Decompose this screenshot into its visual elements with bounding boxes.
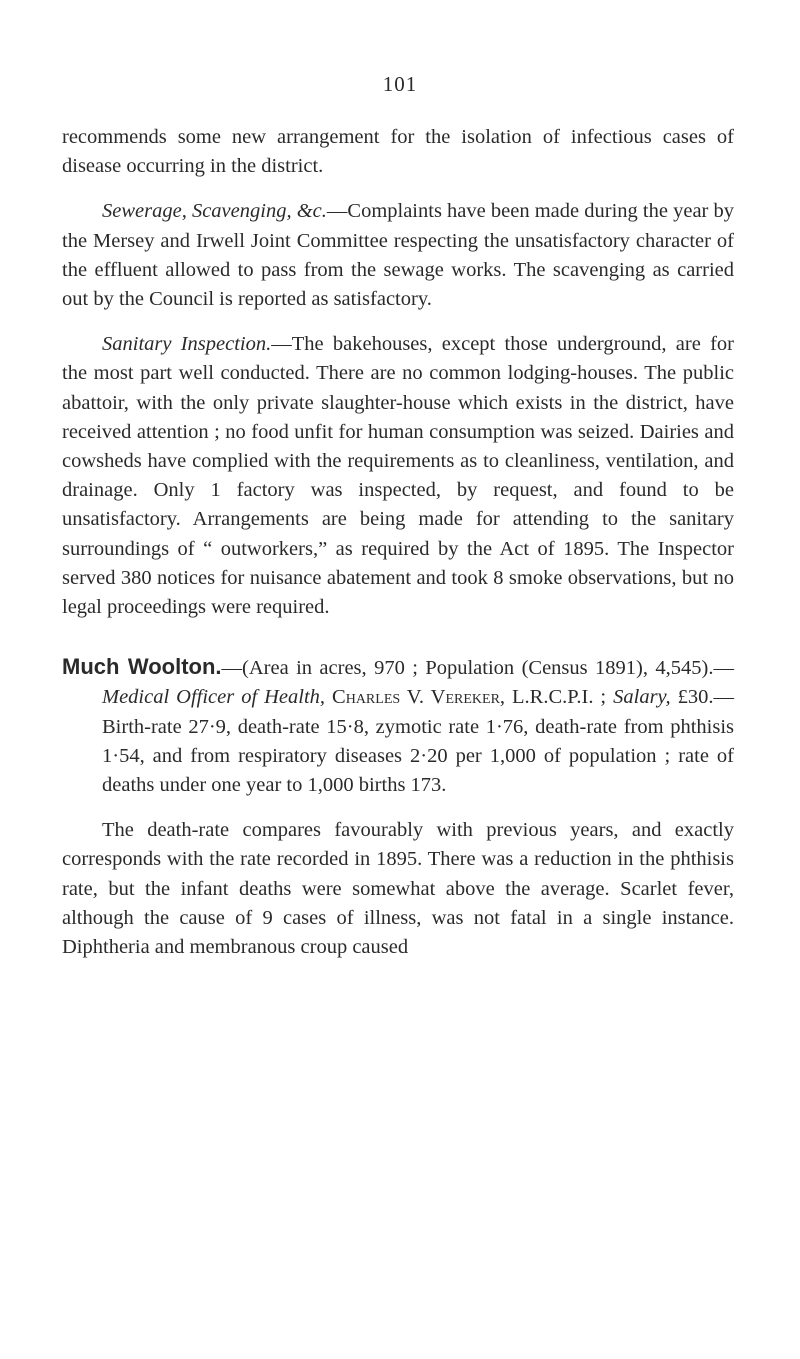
sanitary-inspection-body: —The bakehouses, except those underground, are for the most part well conducted. There are no common lodging-houses. The public abattoir, with the only private slaughter-house which exists in the district, have received attention ; no food unfit for human consumption was seized. Dairies and cowsheds have complied with the requirements as to cleanliness, ventilation, and drainage. Only 1 factory was inspected, by request, and found to be unsatisfactory. Arrangements are being made for attending to the sanitary surroundings of “ outworkers,” as required by the Act of 1895. The Inspector served 380 notices for nuisance abatement and took 8 smoke observations, but no legal proceedings were required. [62,333,734,619]
paragraph-isolation: recommends some new arrangement for the isolation of infectious cases of disease occurring in the district. [62,126,734,178]
much-woolton-rates: £30.—Birth-rate 27·9, death-rate 15·8, zymotic rate 1·76, death-rate from phthisis 1·54, and from respiratory diseases 2·20 per 1,000 of population ; rate of deaths under one year to 1,000 births 173. [102,686,735,797]
much-woolton-area: —(Area in acres, 970 ; Population (Census 1891), 4,545).— [221,657,734,680]
sewerage-body: —Complaints have been made during the year by the Mersey and Irwell Joint Committee respecting the unsatisfactory character of the effluent allowed to pass from the sewage works. The scavenging as carried out by the Council is reported as satisfactory. [62,200,735,311]
medical-officer-name: Charles V. Vereker [332,686,500,709]
sewerage-heading: Sewerage, Scavenging, &c. [102,200,327,223]
paragraph-sanitary-inspection [62,330,734,622]
page-body [62,123,734,978]
salary-label: Salary, [613,686,671,709]
medical-officer-qualification: , L.R.C.P.I. ; [499,686,614,709]
paragraph-much-woolton [62,652,734,800]
sanitary-inspection-heading: Sanitary Inspection. [102,333,272,356]
much-woolton-heading: Much Woolton. [62,654,222,680]
medical-officer-label: Medical Officer of Health, [102,686,326,709]
page-number: 101 [382,72,418,96]
paragraph-sewerage [62,197,734,314]
paragraph-death-rate: The death-rate compares favourably with previous years, and exactly corresponds with the rate recorded in 1895. There was a reduction in the phthisis rate, but the infant deaths were somewhat above the average. Scarlet fever, although the cause of 9 cases of illness, was not fatal in a single instance. Diphtheria and membranous croup caused [62,819,734,959]
